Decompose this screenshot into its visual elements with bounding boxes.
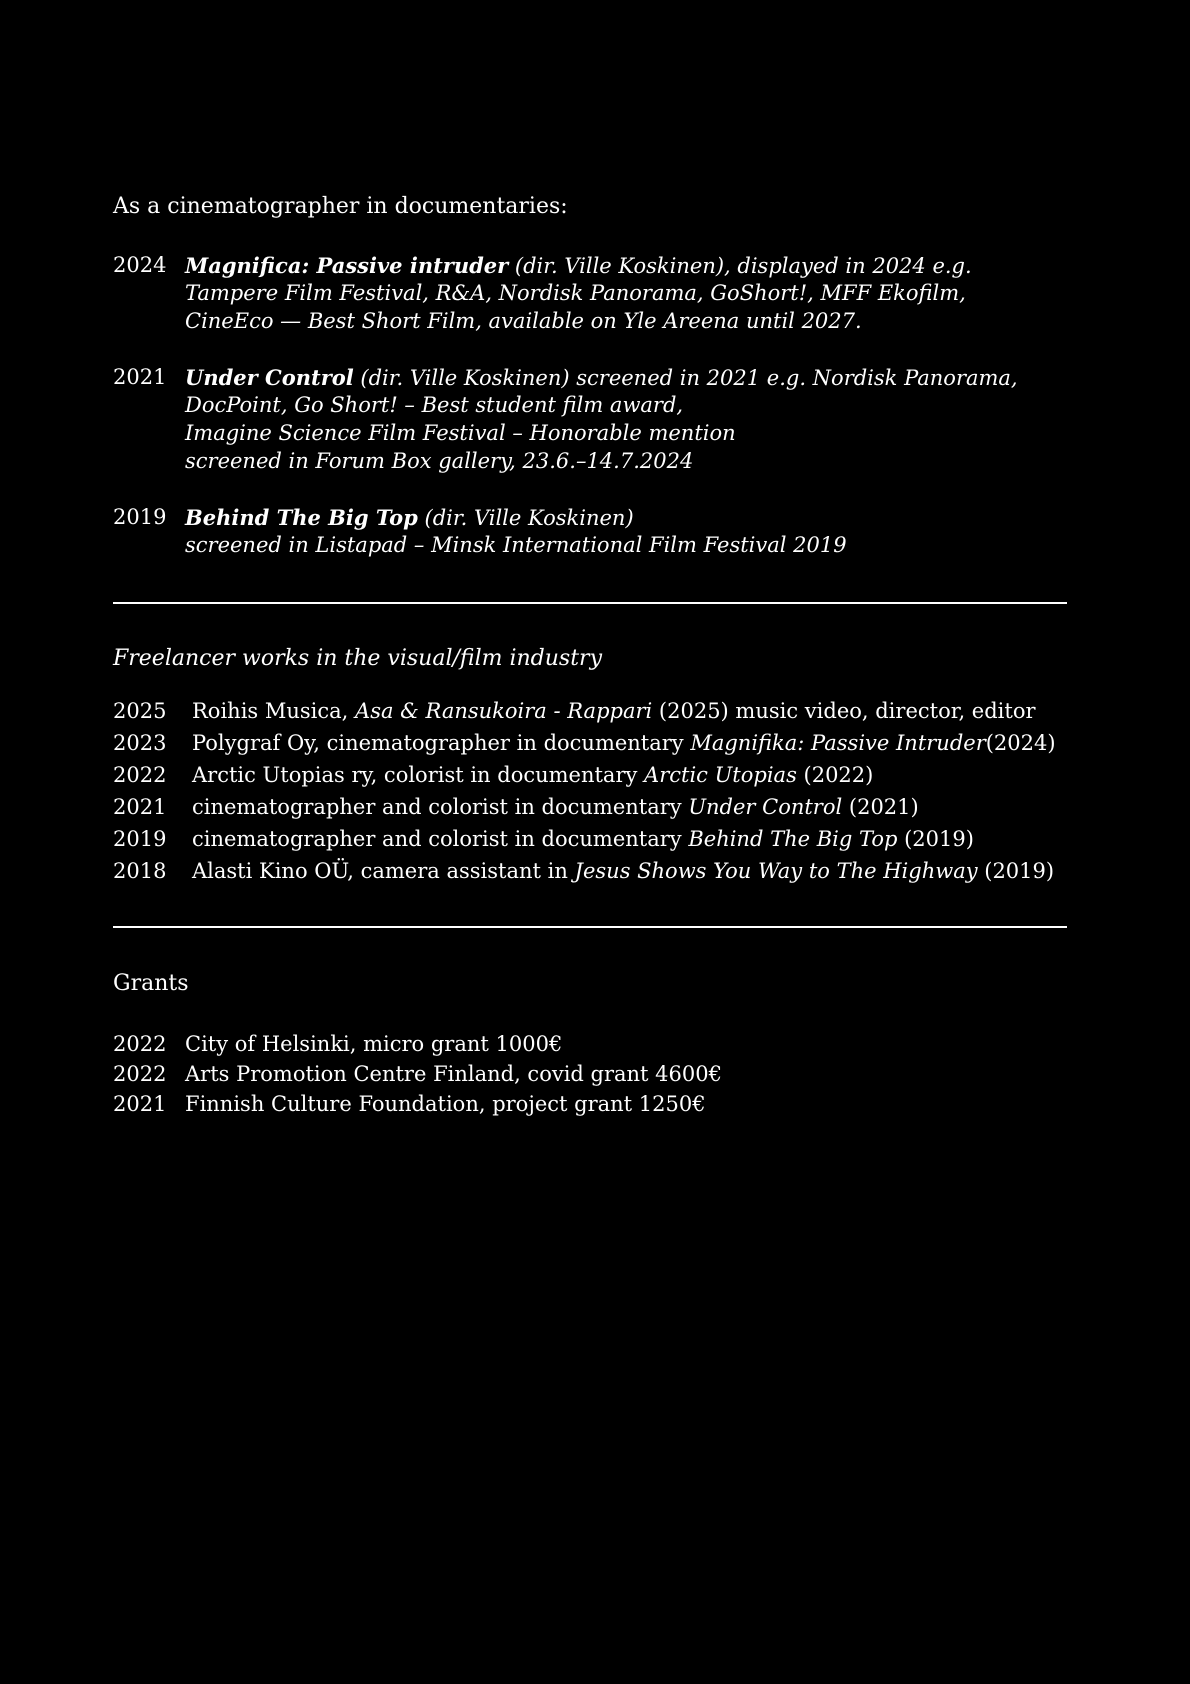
film-line-2: DocPoint, Go Short! – Best student film award, bbox=[185, 393, 684, 417]
freelance-item: 2022 Arctic Utopias ry, colorist in documentary Arctic Utopias (2022) bbox=[113, 763, 874, 787]
freelance-item: 2023 Polygraf Oy, cinematographer in documentary Magnifika: Passive Intruder(2024) bbox=[113, 731, 1056, 755]
film-line-4: screened in Forum Box gallery, 23.6.–14.7.2024 bbox=[185, 449, 694, 473]
film-line-1 bbox=[185, 253, 972, 278]
grant-item bbox=[113, 1032, 562, 1056]
grant-year: 2022 bbox=[113, 1062, 167, 1086]
film-line-1 bbox=[185, 365, 1018, 390]
film-line-1 bbox=[185, 505, 634, 530]
film-title: Under Control bbox=[185, 365, 354, 390]
grant-text: Finnish Culture Foundation, project grant 1250€ bbox=[185, 1092, 706, 1116]
film-line-2: Tampere Film Festival, R&A, Nordisk Panorama, GoShort!, MFF Ekofilm, bbox=[185, 281, 966, 305]
freelance-item: 2021 cinematographer and colorist in documentary Under Control (2021) bbox=[113, 795, 919, 819]
film-year: 2021 bbox=[113, 365, 167, 389]
freelance-title: Behind The Big Top bbox=[688, 827, 898, 851]
film-details: (dir. Ville Koskinen), displayed in 2024 e.g. bbox=[508, 254, 972, 278]
film-line-3: CineEco — Best Short Film, available on Yle Areena until 2027. bbox=[185, 309, 862, 333]
film-year: 2024 bbox=[113, 253, 167, 277]
freelance-year: 2018 bbox=[113, 859, 167, 883]
documentaries-heading: As a cinematographer in documentaries: bbox=[113, 194, 568, 219]
freelance-year: 2021 bbox=[113, 795, 167, 819]
freelance-title: Jesus Shows You Way to The Highway bbox=[574, 859, 978, 883]
grant-text: Arts Promotion Centre Finland, covid grant 4600€ bbox=[185, 1062, 722, 1086]
freelance-year: 2022 bbox=[113, 763, 167, 787]
film-line-3: Imagine Science Film Festival – Honorable mention bbox=[185, 421, 736, 445]
grant-item bbox=[113, 1092, 706, 1116]
freelance-year: 2023 bbox=[113, 731, 167, 755]
film-details: (dir. Ville Koskinen) screened in 2021 e.g. Nordisk Panorama, bbox=[353, 366, 1018, 390]
freelance-title: Magnifika: Passive Intruder bbox=[690, 731, 986, 755]
grant-year: 2022 bbox=[113, 1032, 167, 1056]
section-divider bbox=[113, 926, 1067, 928]
freelance-title: Asa & Ransukoira - Rappari bbox=[355, 699, 653, 723]
freelance-title: Under Control bbox=[688, 795, 843, 819]
grant-text: City of Helsinki, micro grant 1000€ bbox=[185, 1032, 563, 1056]
film-title: Behind The Big Top bbox=[185, 505, 418, 530]
freelance-year: 2019 bbox=[113, 827, 167, 851]
film-year: 2019 bbox=[113, 505, 167, 529]
grant-item bbox=[113, 1062, 722, 1086]
section-divider bbox=[113, 602, 1067, 604]
film-title: Magnifica: Passive intruder bbox=[185, 253, 509, 278]
freelance-title: Arctic Utopias bbox=[644, 763, 797, 787]
freelance-heading: Freelancer works in the visual/film industry bbox=[113, 646, 603, 671]
freelance-item: 2018 Alasti Kino OÜ, camera assistant in Jesus Shows You Way to The Highway (2019) bbox=[113, 859, 1055, 883]
freelance-year: 2025 bbox=[113, 699, 167, 723]
grants-heading: Grants bbox=[113, 971, 189, 996]
freelance-item: 2025 Roihis Musica, Asa & Ransukoira - Rappari (2025) music video, director, editor bbox=[113, 699, 1036, 723]
film-details: (dir. Ville Koskinen) bbox=[417, 506, 634, 530]
freelance-item: 2019 cinematographer and colorist in documentary Behind The Big Top (2019) bbox=[113, 827, 974, 851]
grant-year: 2021 bbox=[113, 1092, 167, 1116]
film-line-2: screened in Listapad – Minsk International Film Festival 2019 bbox=[185, 533, 847, 557]
